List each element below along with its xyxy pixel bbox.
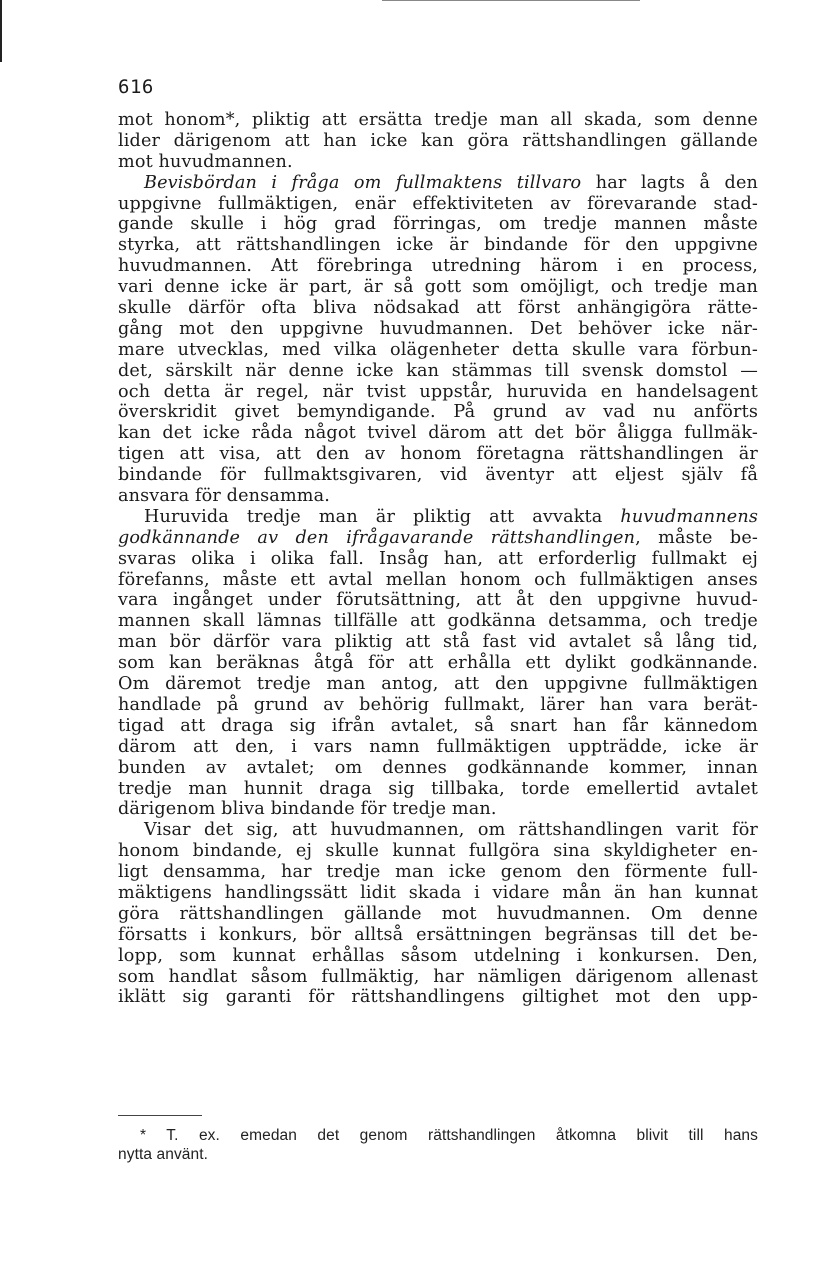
- text-line: [118, 925, 758, 946]
- text-line: [118, 946, 758, 967]
- line-text: överskridit givet bemyndigande. På grund av vad nu anförts: [118, 402, 758, 423]
- page-edge-rule: [0, 0, 2, 62]
- line-text: mannen skall lämnas tillfälle att godkänna detsamma, och tredje: [118, 611, 758, 632]
- italic-phrase: godkännande av den ifrågavarande rättshandlingen: [118, 527, 636, 548]
- text-line: [118, 423, 758, 444]
- text-line: [118, 841, 758, 862]
- text-line: [118, 987, 758, 1008]
- line-text: har lagts å den: [581, 172, 758, 193]
- body-text: [118, 110, 758, 1008]
- text-line: [118, 611, 758, 632]
- line-text: tredje man hunnit draga sig tillbaka, torde emellertid avtalet: [118, 778, 758, 799]
- line-text: som kan beräknas åtgå för att erhålla ett dylikt godkännande.: [118, 653, 758, 674]
- text-line: [118, 695, 758, 716]
- top-rule: [382, 0, 640, 1]
- line-text: mot huvudmannen.: [118, 151, 293, 172]
- line-text: mare utvecklas, med vilka olägenheter detta skulle vara förbun-: [118, 339, 758, 360]
- footnote-line: * T. ex. emedan det genom rättshandlingen åtkomna blivit till hans: [140, 1127, 758, 1144]
- text-line: [118, 570, 758, 591]
- text-line: [118, 507, 758, 528]
- text-line: [118, 235, 758, 256]
- line-text: Huruvida tredje man är pliktig att avvakta: [144, 506, 621, 527]
- text-line: [118, 465, 758, 486]
- line-text: gande skulle i hög grad förringas, om tredje mannen måste: [118, 214, 758, 235]
- text-line: [118, 904, 758, 925]
- line-text: Om däremot tredje man antog, att den uppgivne fullmäktigen: [118, 674, 758, 695]
- text-line: [118, 758, 758, 779]
- text-line: [118, 653, 758, 674]
- line-text: bunden av avtalet; om dennes godkännande kommer, innan: [118, 757, 758, 778]
- line-text: svaras olika i olika fall. Insåg han, att erforderlig fullmakt ej: [118, 548, 758, 569]
- text-line: [118, 152, 758, 173]
- footnote-line: nytta använt.: [118, 1146, 209, 1163]
- line-text: huvudmannen. Att förebringa utredning härom i en process,: [118, 256, 758, 277]
- text-line: [118, 486, 758, 507]
- text-line: [118, 361, 758, 382]
- text-line: [118, 110, 758, 131]
- text-line: [118, 340, 758, 361]
- line-text: , måste be-: [635, 527, 759, 548]
- text-line: [118, 779, 758, 800]
- text-line: [118, 590, 758, 611]
- line-text: tigen att visa, att den av honom företagna rättshandlingen är: [118, 444, 758, 465]
- line-text: man bör därför vara pliktig att stå fast vid avtalet så lång tid,: [118, 632, 758, 653]
- line-text: skulle därför ofta bliva nödsakad att först anhängigöra rätte-: [118, 298, 758, 319]
- line-text: honom bindande, ej skulle kunnat fullgöra sina skyldigheter en-: [118, 841, 758, 862]
- text-line: [118, 402, 758, 423]
- footnote-rule: [118, 1115, 202, 1116]
- text-line: [118, 444, 758, 465]
- line-text: därigenom bliva bindande för tredje man.: [118, 799, 497, 820]
- text-line: [118, 214, 758, 235]
- text-line: [118, 967, 758, 988]
- line-text: mäktigens handlingssätt lidit skada i vidare mån än han kunnat: [118, 882, 758, 903]
- line-text: styrka, att rättshandlingen icke är bindande för den uppgivne: [118, 235, 758, 256]
- line-text: kan det icke råda något tvivel därom att det bör åligga fullmäk-: [118, 423, 758, 444]
- italic-phrase: Bevisbördan i fråga om fullmaktens tillvaro: [144, 172, 582, 193]
- line-text: försatts i konkurs, bör alltså ersättningen begränsas till det be-: [118, 924, 758, 945]
- text-line: [118, 131, 758, 152]
- text-line: [118, 799, 758, 820]
- line-text: som handlat såsom fullmäktig, har nämligen därigenom allenast: [118, 966, 758, 987]
- page-number: 616: [118, 76, 154, 98]
- line-text: mot honom*, pliktig att ersätta tredje man all skada, som denne: [118, 110, 758, 130]
- line-text: iklätt sig garanti för rättshandlingens giltighet mot den upp-: [118, 987, 758, 1008]
- text-line: [118, 194, 758, 215]
- line-text: förefanns, måste ett avtal mellan honom och fullmäktigen anses: [118, 569, 758, 590]
- text-line: [118, 632, 758, 653]
- line-text: ligt densamma, har tredje man icke genom den förmente full-: [118, 862, 758, 883]
- footnotes: [118, 1126, 758, 1164]
- text-line: [118, 173, 758, 194]
- text-line: [118, 528, 758, 549]
- line-text: Visar det sig, att huvudmannen, om rättshandlingen varit för: [144, 820, 758, 841]
- line-text: lopp, som kunnat erhållas såsom utdelning i konkursen. Den,: [118, 945, 758, 966]
- line-text: gång mot den uppgivne huvudmannen. Det behöver icke när-: [118, 318, 758, 339]
- line-text: handlade på grund av behörig fullmakt, lärer han vara berät-: [118, 694, 758, 715]
- italic-phrase: huvudmannens: [620, 506, 758, 527]
- line-text: uppgivne fullmäktigen, enär effektiviteten av förevarande stad-: [118, 193, 758, 214]
- text-line: [118, 256, 758, 277]
- text-line: [118, 549, 758, 570]
- text-line: [118, 737, 758, 758]
- text-line: [118, 883, 758, 904]
- line-text: tigad att draga sig ifrån avtalet, så snart han får kännedom: [118, 715, 758, 736]
- line-text: det, särskilt när denne icke kan stämmas till svensk domstol —: [118, 360, 758, 381]
- text-line: [118, 298, 758, 319]
- line-text: ansvara för densamma.: [118, 486, 330, 507]
- text-line: [118, 319, 758, 340]
- line-text: vara ingånget under förutsättning, att åt den uppgivne huvud-: [118, 590, 758, 611]
- line-text: lider därigenom att han icke kan göra rättshandlingen gällande: [118, 130, 758, 151]
- line-text: och detta är regel, när tvist uppstår, huruvida en handelsagent: [118, 381, 758, 402]
- text-line: [118, 674, 758, 695]
- line-text: bindande för fullmaktsgivaren, vid äventyr att eljest själv få: [118, 465, 758, 486]
- text-line: [118, 716, 758, 737]
- line-text: därom att den, i vars namn fullmäktigen uppträdde, icke är: [118, 736, 758, 757]
- line-text: vari denne icke är part, är så gott som omöjligt, och tredje man: [118, 277, 758, 298]
- text-line: [118, 277, 758, 298]
- text-line: [118, 382, 758, 403]
- line-text: göra rättshandlingen gällande mot huvudmannen. Om denne: [118, 903, 758, 924]
- text-line: [118, 820, 758, 841]
- text-line: [118, 862, 758, 883]
